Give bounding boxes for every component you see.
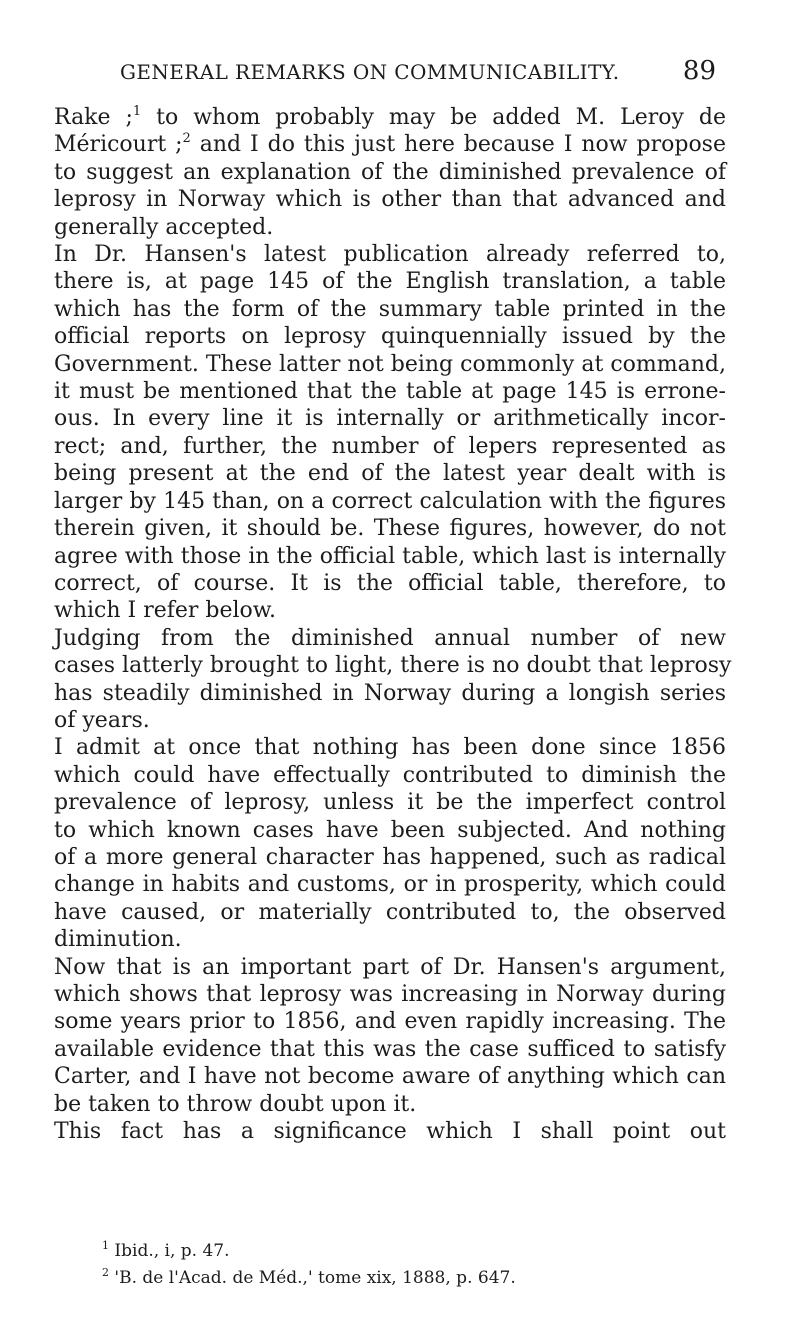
footnote-ref-2: 2: [182, 131, 191, 147]
text-line: there is, at page 145 of the English translation, a table: [54, 269, 726, 295]
text-line: Now that is an important part of Dr. Hansen's argument,: [54, 954, 726, 980]
text-line: rect; and, further, the number of lepers represented as: [54, 433, 726, 459]
text-line: Méricourt ;$^2$ and I do this just here because I now propose: [54, 131, 726, 158]
text-line: which could have effectually contributed to diminish the: [54, 762, 726, 788]
running-head-title: GENERAL REMARKS ON COMMUNICABILITY.: [120, 60, 620, 84]
text-line: to which known cases have been subjected. And nothing: [54, 817, 726, 843]
footnote-mark: 1: [102, 1239, 109, 1252]
body-text: [54, 104, 732, 1145]
text-line: prevalence of leprosy, unless it be the imperfect control: [54, 790, 726, 816]
text-line: Rake ;$^1$ to whom probably may be added M. Leroy de: [54, 104, 726, 130]
text-line: generally accepted.: [54, 214, 274, 240]
text-line: In Dr. Hansen's latest publication already referred to,: [54, 242, 726, 268]
footnote-text: 'B. de l'Acad. de Méd.,' tome xix, 1888, p. 647.: [114, 1268, 516, 1288]
text-line: available evidence that this was the case sufficed to satisfy: [54, 1036, 726, 1062]
text-line: being present at the end of the latest year dealt with is: [54, 461, 726, 487]
text-line: which I refer below.: [54, 598, 277, 624]
text-line: some years prior to 1856, and even rapidly increasing. The: [54, 1009, 726, 1035]
text-line: Judging from the diminished annual number of new: [54, 625, 726, 651]
footnotes: [54, 1238, 726, 1292]
text-line: correct, of course. It is the official table, therefore, to: [54, 570, 726, 596]
text-line: diminution.: [54, 927, 182, 953]
text-line: Government. These latter not being commonly at command,: [54, 351, 726, 377]
text-line: be taken to throw doubt upon it.: [54, 1091, 417, 1117]
footnote-mark: 2: [102, 1266, 109, 1279]
text-line: Carter, and I have not become aware of anything which can: [54, 1064, 726, 1090]
footnote-2: [54, 1265, 726, 1292]
text-line: cases latterly brought to light, there is no doubt that leprosy: [54, 653, 732, 679]
text-line: to suggest an explanation of the diminished prevalence of: [54, 159, 726, 185]
text-line: change in habits and customs, or in prosperity, which could: [54, 872, 726, 898]
footnote-text: Ibid., i, p. 47.: [114, 1241, 230, 1261]
text-line: have caused, or materially contributed to, the observed: [54, 899, 726, 925]
text-line: I admit at once that nothing has been done since 1856: [54, 735, 726, 761]
text-line: ous. In every line it is internally or arithmetically incor-: [54, 406, 726, 432]
text-line: which shows that leprosy was increasing in Norway during: [54, 982, 726, 1007]
running-head: [86, 56, 716, 96]
text-line: of a more general character has happened, such as radical: [54, 844, 726, 870]
text-line: of years.: [54, 707, 150, 733]
text-line: has steadily diminished in Norway during a longish series: [54, 680, 726, 706]
footnote-1: [54, 1238, 726, 1265]
text-line: agree with those in the official table, which last is internally: [54, 543, 726, 569]
text-line: therein given, it should be. These figures, however, do not: [54, 516, 726, 542]
text-line: it must be mentioned that the table at page 145 is errone-: [54, 379, 726, 405]
text-line: official reports on leprosy quinquennially issued by the: [54, 324, 726, 350]
text-line: which has the form of the summary table printed in the: [54, 296, 726, 322]
text-line: This fact has a significance which I shall point out: [54, 1119, 726, 1145]
text-line: larger by 145 than, on a correct calculation with the figures: [54, 488, 726, 514]
page-number: 89: [682, 56, 716, 86]
text-line: leprosy in Norway which is other than that advanced and: [54, 187, 726, 213]
footnote-ref-1: 1: [132, 104, 142, 119]
